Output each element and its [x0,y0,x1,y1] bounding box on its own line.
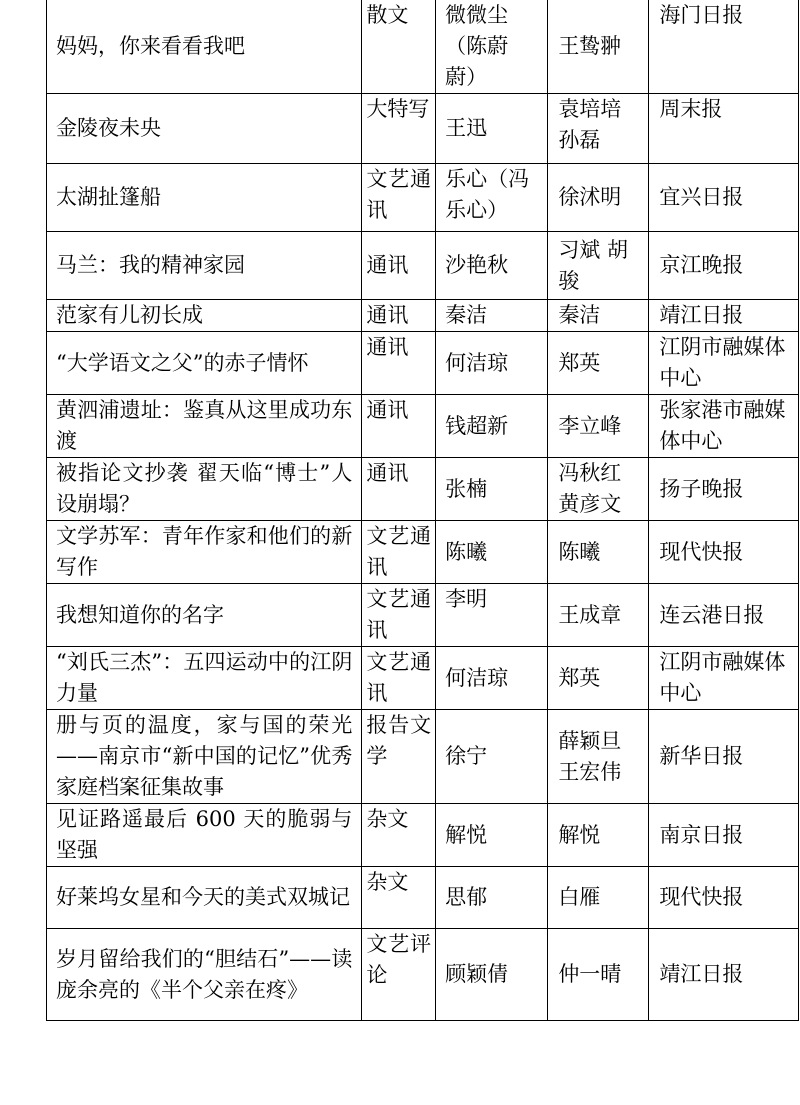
work-editor: 郑英 [548,647,649,710]
work-editor: 李立峰 [548,395,649,458]
work-author: 乐心（冯乐心） [436,164,548,232]
work-publisher: 周末报 [649,94,799,164]
work-title: 岁月留给我们的“胆结石”——读庞余亮的《半个父亲在疼》 [47,929,362,1021]
work-author: 张楠 [436,458,548,521]
work-title: 金陵夜未央 [47,94,362,164]
work-category: 通讯 [362,458,436,521]
work-author: 陈曦 [436,521,548,584]
table-row [47,332,799,395]
table-row [47,804,799,867]
table-row [47,300,799,332]
work-category: 文艺通讯 [362,164,436,232]
awards-table [46,0,799,1021]
work-editor: 解悦 [548,804,649,867]
work-title: 我想知道你的名字 [47,584,362,647]
work-title: 被指论文抄袭 翟天临“博士”人设崩塌？ [47,458,362,521]
work-publisher: 京江晚报 [649,232,799,300]
table-row [47,395,799,458]
work-author: 秦洁 [436,300,548,332]
table-row [47,521,799,584]
work-author: 何洁琼 [436,647,548,710]
work-editor: 仲一晴 [548,929,649,1021]
work-publisher: 江阴市融媒体中心 [649,332,799,395]
work-title: 马兰：我的精神家园 [47,232,362,300]
work-category: 大特写 [362,94,436,164]
work-publisher: 现代快报 [649,521,799,584]
work-publisher: 靖江日报 [649,300,799,332]
work-title: 范家有儿初长成 [47,300,362,332]
table-row [47,232,799,300]
work-title: 太湖扯篷船 [47,164,362,232]
work-category: 文艺评论 [362,929,436,1021]
work-category: 通讯 [362,300,436,332]
work-author: 徐宁 [436,710,548,804]
work-title: 文学苏军：青年作家和他们的新写作 [47,521,362,584]
table-row [47,458,799,521]
work-author: 解悦 [436,804,548,867]
work-category: 杂文 [362,867,436,929]
work-publisher: 宜兴日报 [649,164,799,232]
table-row [47,0,799,94]
work-category: 通讯 [362,395,436,458]
work-publisher: 南京日报 [649,804,799,867]
work-editor: 郑英 [548,332,649,395]
work-publisher: 江阴市融媒体中心 [649,647,799,710]
work-title: “大学语文之父”的赤子情怀 [47,332,362,395]
work-editor: 习斌 胡骏 [548,232,649,300]
work-category: 文艺通讯 [362,521,436,584]
table-row [47,584,799,647]
work-editor: 陈曦 [548,521,649,584]
work-author: 沙艳秋 [436,232,548,300]
work-author: 李明 [436,584,548,647]
work-author: 顾颖倩 [436,929,548,1021]
work-publisher: 海门日报 [649,0,799,94]
work-category: 报告文学 [362,710,436,804]
work-editor: 冯秋红 黄彦文 [548,458,649,521]
work-title: 册与页的温度，家与国的荣光——南京市“新中国的记忆”优秀家庭档案征集故事 [47,710,362,804]
work-title: 好莱坞女星和今天的美式双城记 [47,867,362,929]
work-editor: 王鸷翀 [548,0,649,94]
work-publisher: 扬子晚报 [649,458,799,521]
work-publisher: 靖江日报 [649,929,799,1021]
work-editor: 袁培培 孙磊 [548,94,649,164]
work-publisher: 新华日报 [649,710,799,804]
work-category: 杂文 [362,804,436,867]
work-author: 微微尘（陈蔚蔚） [436,0,548,94]
work-editor: 王成章 [548,584,649,647]
work-category: 文艺通讯 [362,647,436,710]
work-title: 黄泗浦遗址：鉴真从这里成功东渡 [47,395,362,458]
work-author: 思郁 [436,867,548,929]
work-category: 通讯 [362,332,436,395]
work-title: “刘氏三杰”：五四运动中的江阴力量 [47,647,362,710]
work-author: 钱超新 [436,395,548,458]
table-row [47,94,799,164]
work-category: 散文 [362,0,436,94]
work-editor: 徐沭明 [548,164,649,232]
table-row [47,647,799,710]
work-editor: 薛颖旦 王宏伟 [548,710,649,804]
work-publisher: 现代快报 [649,867,799,929]
table-row [47,164,799,232]
table-row [47,929,799,1021]
work-editor: 白雁 [548,867,649,929]
work-publisher: 张家港市融媒体中心 [649,395,799,458]
work-category: 文艺通讯 [362,584,436,647]
work-publisher: 连云港日报 [649,584,799,647]
work-title: 妈妈，你来看看我吧 [47,0,362,94]
work-editor: 秦洁 [548,300,649,332]
work-title: 见证路遥最后 600 天的脆弱与坚强 [47,804,362,867]
work-author: 何洁琼 [436,332,548,395]
work-category: 通讯 [362,232,436,300]
table-row [47,867,799,929]
work-author: 王迅 [436,94,548,164]
table-row [47,710,799,804]
